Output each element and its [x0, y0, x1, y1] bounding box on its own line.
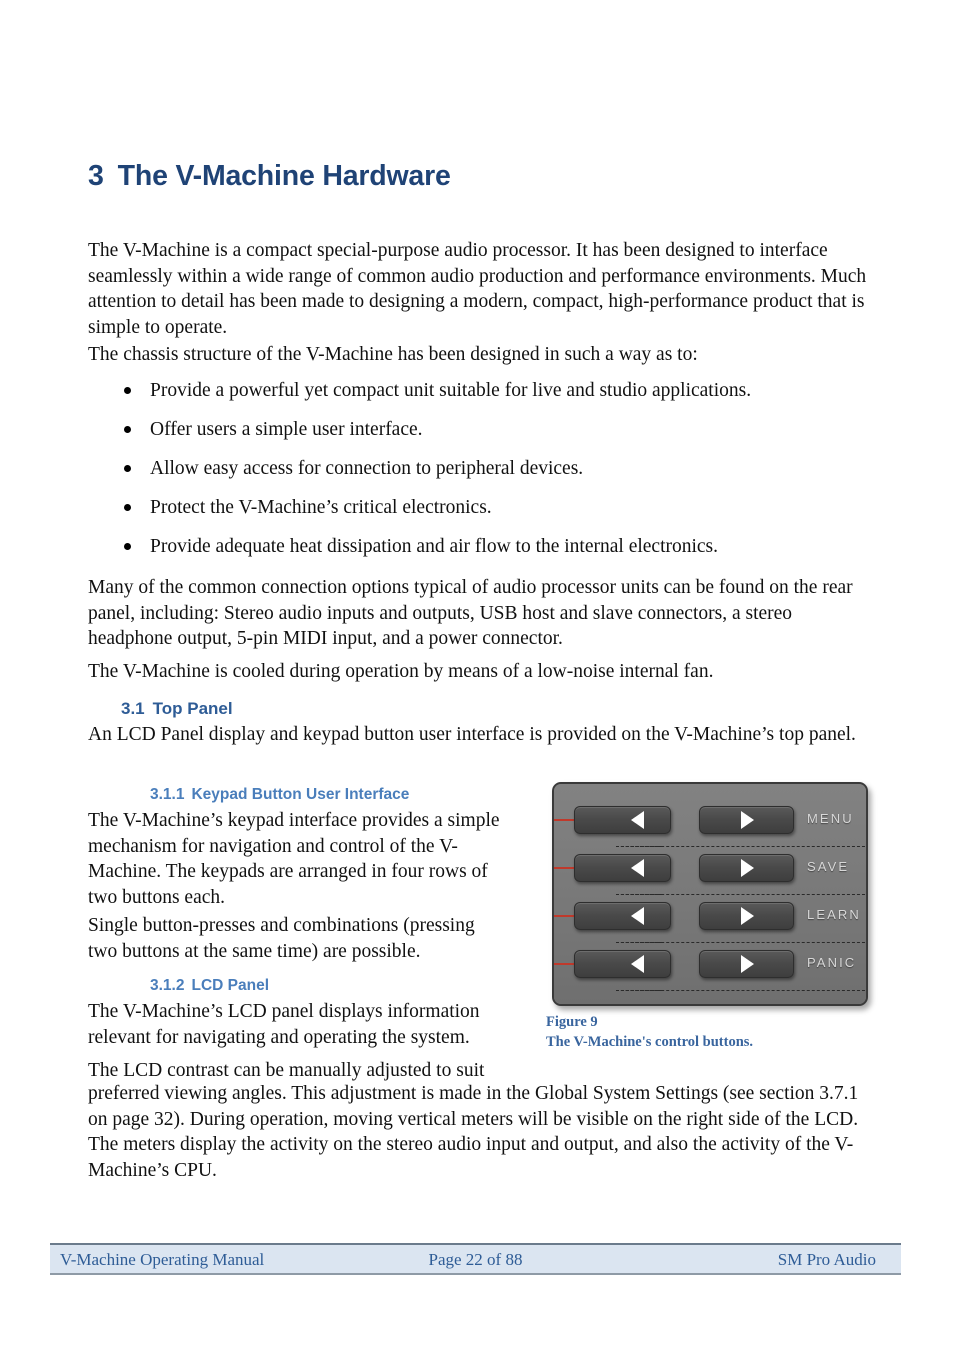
heading-3-1: [121, 699, 233, 719]
bullet-dot-icon: [124, 465, 131, 472]
menu-right-button[interactable]: [699, 806, 794, 834]
lcd-paragraph-1: The V-Machine’s LCD panel displays information relevant for navigating and operating the system.: [88, 1001, 480, 1048]
heading-3-1-title: Top Panel: [152, 699, 233, 718]
bullet-dot-icon: [124, 387, 131, 394]
callout-hook: [616, 876, 662, 895]
heading-3-1-1-number: 3.1.1: [150, 786, 185, 803]
callout-dash-line: [616, 846, 868, 847]
list-item: [88, 378, 874, 417]
footer-manual-title: V-Machine Operating Manual: [60, 1250, 265, 1269]
right-arrow-icon: [741, 811, 754, 829]
list-item-label: Protect the V-Machine’s critical electronics.: [150, 497, 492, 518]
keypad-paragraph-1: The V-Machine’s keypad interface provides a simple mechanism for navigation and control of the V-Machine. The keypads are arranged in four rows of two buttons each.: [88, 810, 500, 909]
panic-right-button[interactable]: [699, 950, 794, 978]
figure-control-buttons: [552, 782, 868, 1006]
keypad-row-save: [554, 848, 868, 896]
left-arrow-icon: [631, 811, 644, 829]
row-tick-marker: [554, 819, 574, 821]
control-panel-graphic: [552, 782, 868, 1006]
list-item-label: Provide a powerful yet compact unit suitable for live and studio applications.: [150, 380, 752, 401]
figure-caption-text: The V-Machine's control buttons.: [546, 1034, 754, 1050]
right-arrow-icon: [741, 907, 754, 925]
figure-caption-label: Figure 9: [546, 1014, 598, 1030]
keypad-row-label: LEARN: [807, 907, 861, 922]
heading-3-1-2-number: 3.1.2: [150, 977, 185, 994]
heading-3-1-number: 3.1: [121, 699, 145, 718]
intro-paragraph-1: The V-Machine is a compact special-purpose audio processor. It has been designed to interface seamlessly within a wide range of common audio production and performance environments. Much attention to detail has been made to designing a modern, compact, high-performance product that is simple to operate.: [88, 240, 867, 339]
lcd-paragraph-2-head: The LCD contrast can be manually adjusted to suit: [88, 1060, 485, 1081]
heading-3-1-2: [150, 977, 269, 995]
list-item-label: Provide adequate heat dissipation and air flow to the internal electronics.: [150, 536, 719, 557]
keypad-row-panic: [554, 944, 868, 992]
cooling-paragraph: The V-Machine is cooled during operation by means of a low-noise internal fan.: [88, 661, 714, 682]
keypad-row-label: MENU: [807, 811, 854, 826]
callout-dash-line: [616, 894, 868, 895]
row-tick-marker: [554, 867, 574, 869]
callout-hook: [616, 924, 662, 943]
learn-right-button[interactable]: [699, 902, 794, 930]
heading-3-1-1-title: Keypad Button User Interface: [191, 786, 410, 803]
page-footer: [50, 1243, 901, 1275]
callout-dash-line: [616, 942, 868, 943]
connections-paragraph: Many of the common connection options typical of audio processor units can be found on the rear panel, including: Stereo audio inputs and outputs, USB host and slave connectors, a stereo headphone output, 5-pin MIDI input, and a power connector.: [88, 577, 853, 650]
list-item: [88, 456, 874, 495]
list-item: [88, 534, 874, 573]
top-panel-paragraph: An LCD Panel display and keypad button user interface is provided on the V-Machine’s top panel.: [88, 724, 856, 745]
right-arrow-icon: [741, 859, 754, 877]
keypad-row-label: SAVE: [807, 859, 850, 874]
lcd-paragraph-2-rest: preferred viewing angles. This adjustment is made in the Global System Settings (see section 3.7.1 on page 32). During operation, moving vertical meters will be visible on the right side of the LCD. The meters display the activity on the stereo audio input and output, and also the activity of the V-Machine’s CPU.: [88, 1083, 859, 1182]
list-item: [88, 495, 874, 534]
footer-company: SM Pro Audio: [777, 1250, 876, 1269]
save-right-button[interactable]: [699, 854, 794, 882]
list-item-label: Allow easy access for connection to peripheral devices.: [150, 458, 584, 479]
keypad-row-learn: [554, 896, 868, 944]
bullet-dot-icon: [124, 543, 131, 550]
callout-hook: [616, 828, 662, 847]
callout-hook: [616, 972, 662, 991]
footer-page-number: Page 22 of 88: [428, 1250, 523, 1269]
row-tick-marker: [554, 963, 574, 965]
keypad-paragraph-2: Single button-presses and combinations (pressing two buttons at the same time) are possible.: [88, 915, 475, 962]
keypad-row-label: PANIC: [807, 955, 857, 970]
heading-3-1-2-title: LCD Panel: [191, 977, 269, 994]
chassis-requirements-list: [88, 378, 874, 573]
row-tick-marker: [554, 915, 574, 917]
page-title: [88, 160, 451, 193]
list-item-label: Offer users a simple user interface.: [150, 419, 423, 440]
callout-dash-line: [616, 990, 868, 991]
heading-3-1-1: [150, 786, 409, 804]
keypad-row-menu: [554, 800, 868, 848]
left-arrow-icon: [631, 859, 644, 877]
chapter-title: The V-Machine Hardware: [117, 160, 451, 192]
left-arrow-icon: [631, 907, 644, 925]
list-item: [88, 417, 874, 456]
bullet-dot-icon: [124, 504, 131, 511]
bullet-dot-icon: [124, 426, 131, 433]
chapter-number: 3: [88, 160, 104, 192]
left-arrow-icon: [631, 955, 644, 973]
intro-paragraph-2: The chassis structure of the V-Machine has been designed in such a way as to:: [88, 344, 698, 365]
right-arrow-icon: [741, 955, 754, 973]
